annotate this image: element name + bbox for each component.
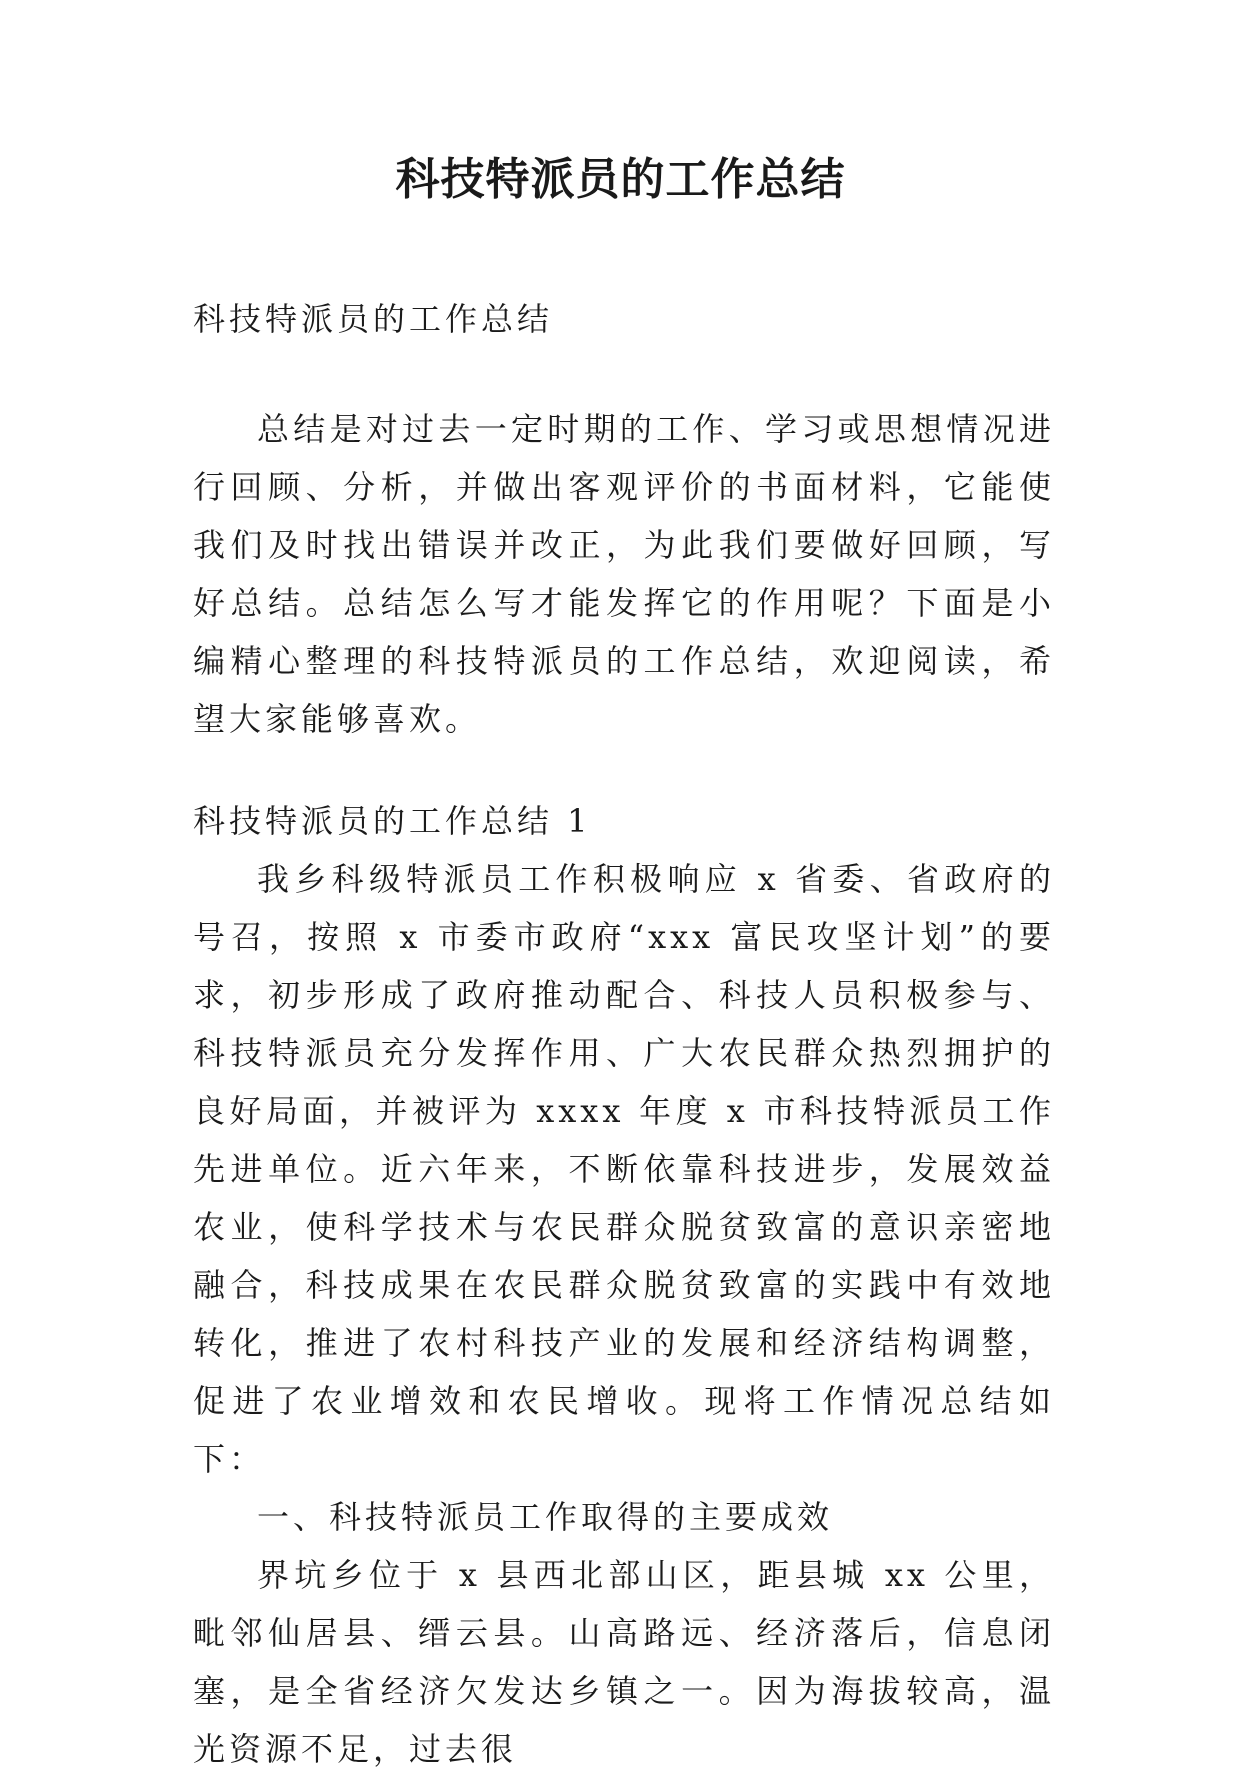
spacer (193, 348, 1055, 400)
intro-paragraph: 总结是对过去一定时期的工作、学习或思想情况进行回顾、分析，并做出客观评价的书面材料，它能使我们及时找出错误并改正，为此我们要做好回顾，写好总结。总结怎么写才能发挥它的作用呢？下面是小编精心整理的科技特派员的工作总结，欢迎阅读，希望大家能够喜欢。 (193, 410, 1055, 738)
spacer (193, 748, 1055, 792)
section-paragraph-1: 我乡科级特派员工作积极响应 x 省委、省政府的号召，按照 x 市委市政府“xxx 富民攻坚计划”的要求，初步形成了政府推动配合、科技人员积极参与、科技特派员充分发挥作用、广大农民群众热烈拥护的良好局面，并被评为 xxxx 年度 x 市科技特派员工作先进单位。近六年来，不断依靠科技进步，发展效益农业，使科学技术与农民群众脱贫致富的意识亲密地融合，科技成果在农民群众脱贫致富的实践中有效地转化，推进了农村科技产业的发展和经济结构调整，促进了农业增效和农民增收。现将工作情况总结如下： (193, 860, 1055, 1478)
sub-heading: 一、科技特派员工作取得的主要成效 (257, 1498, 834, 1536)
document-subtitle: 科技特派员的工作总结 (193, 300, 554, 338)
document-title: 科技特派员的工作总结 (395, 154, 846, 205)
document-body (193, 290, 1055, 1778)
section-heading: 科技特派员的工作总结 1 (193, 802, 592, 840)
section-paragraph-2: 界坑乡位于 x 县西北部山区，距县城 xx 公里，毗邻仙居县、缙云县。山高路远、经济落后，信息闭塞，是全省经济欠发达乡镇之一。因为海拔较高，温光资源不足，过去很 (193, 1556, 1055, 1768)
